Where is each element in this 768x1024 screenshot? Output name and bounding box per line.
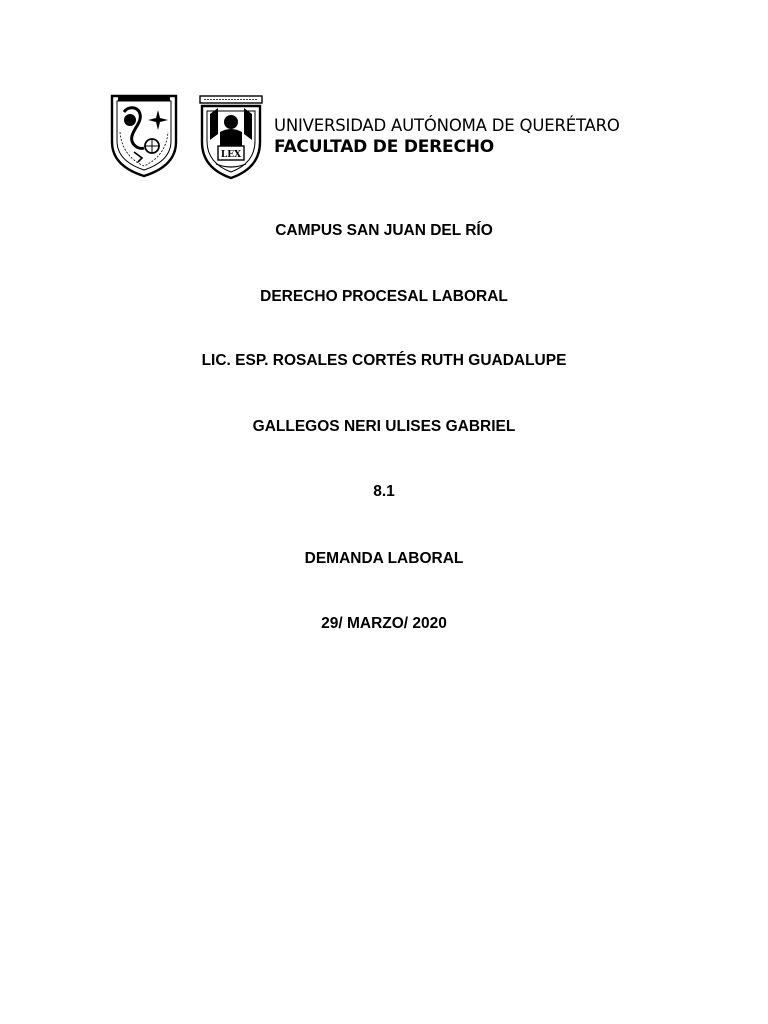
assignment-title: DEMANDA LABORAL: [304, 550, 464, 567]
submission-date: 29/ MARZO/ 2020: [321, 615, 447, 632]
university-seal-logo: [108, 92, 180, 178]
activity-number: 8.1: [373, 483, 395, 500]
professor-name: LIC. ESP. ROSALES CORTÉS RUTH GUADALUPE: [201, 352, 567, 369]
subject-name: DERECHO PROCESAL LABORAL: [260, 288, 508, 305]
student-name: GALLEGOS NERI ULISES GABRIEL: [252, 418, 516, 435]
faculty-name: FACULTAD DE DERECHO: [274, 137, 495, 157]
faculty-seal-logo: [196, 94, 266, 180]
campus-name: CAMPUS SAN JUAN DEL RÍO: [275, 222, 493, 239]
document-header: [108, 92, 620, 182]
svg-text:LEX: LEX: [220, 150, 242, 160]
university-name: UNIVERSIDAD AUTÓNOMA DE QUERÉTARO: [274, 116, 620, 135]
